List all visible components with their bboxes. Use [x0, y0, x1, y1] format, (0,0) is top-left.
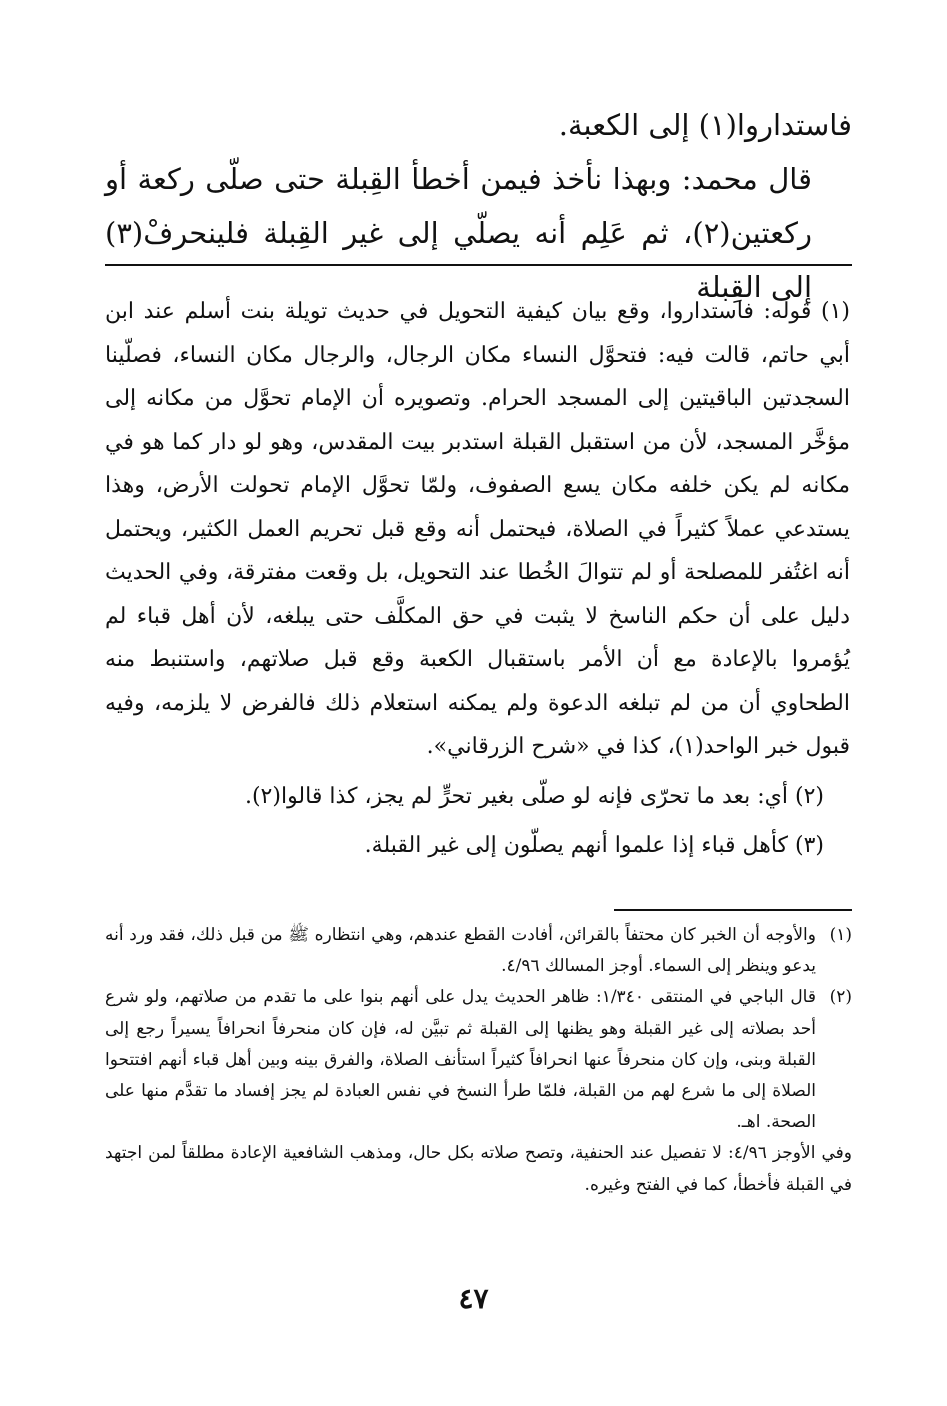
footnote-1-text: والأوجه أن الخبر كان محتفاً بالقرائن، أفادت القطع عندهم، وهي انتظاره ﷺ من قبل ذلك، فقد ورد أنه يدعو وينظر إلى السماء. أوجز المسالك ٤/٩٦. [105, 925, 816, 977]
commentary-notes [105, 290, 850, 874]
footnote-1-number: (١) [829, 925, 852, 945]
footnote-2-text: قال الباجي في المنتقى ١/٣٤٠: ظاهر الحديث يدل على أنهم بنوا على ما تقدم من صلاتهم، ولو شرع أحد بصلاته إلى غير القبلة وهو يظنها إلى القبلة ثم تبيَّن له، فإن كان منحرفاً انحرافاً يسيراً رجع إلى القبلة وبنى، وإن كان منحرفاً عنها انحرافاً كثيراً استأنف الصلاة، والفرق بينه وبين أهل قباء أنهم افتتحوا الصلاة إلى ما شرع لهم من القبلة، فلمّا طرأ النسخ في نفس العبادة لم يجز إفساد ما تقدَّم منها على الصحة. اهـ. [105, 987, 816, 1133]
footnote-2-continuation: وفي الأوجز ٤/٩٦: لا تفصيل عند الحنفية، وتصح صلاته بكل حال، ومذهب الشافعية الإعادة مطلقاً لمن اجتهد في القبلة فأخطأ، كما في الفتح وغيره. [105, 1143, 852, 1195]
footnote-2 [105, 982, 852, 1138]
main-line-1: فاستداروا(١) إلى الكعبة. [558, 108, 852, 142]
footnote-2-number: (٢) [829, 987, 852, 1008]
footnote-divider [614, 909, 852, 911]
commentary-note-3: (٣) كأهل قباء إذا علموا أنهم يصلّون إلى غير القبلة. [364, 833, 824, 858]
page-number: ٤٧ [458, 1282, 489, 1315]
commentary-note-1: (١) قوله: فاستداروا، وقع بيان كيفية التحويل في حديث تويلة بنت أسلم عند ابن أبي حاتم، قالت فيه: فتحوَّل النساء مكان الرجال، والرجال مكان النساء، فصلّينا السجدتين الباقيتين إلى المسجد الحرام. وتصويره أن الإمام تحوَّل من مكانه إلى مؤخَّر المسجد، لأن من استقبل القبلة استدبر بيت المقدس، وهو لو دار كما هو في مكانه لم يكن خلفه مكان يسع الصفوف، ولمّا تحوَّل الإمام تحولت الأرض، وهذا يستدعي عملاً كثيراً في الصلاة، فيحتمل أنه وقع قبل تحريم العمل الكثير، ويحتمل أنه اغتُفر للمصلحة أو لم تتوالَ الخُطا عند التحويل، بل وقعت مفترقة، وفي الحديث دليل على أن حكم الناسخ لا يثبت في حق المكلَّف حتى يبلغه، لأن أهل قباء لم يُؤمروا بالإعادة مع أن الأمر باستقبال الكعبة وقع قبل صلاتهم، واستنبط منه الطحاوي أن من لم تبلغه الدعوة ولم يمكنه استعلام ذلك فالفرض لا يلزمه، وفيه قبول خبر الواحد(١)، كذا في «شرح الزرقاني». [105, 299, 850, 759]
main-text [105, 98, 852, 314]
commentary-note-2: (٢) أي: بعد ما تحرّى فإنه لو صلّى بغير تحرٍّ لم يجز، كذا قالوا(٢). [244, 783, 824, 809]
section-divider [105, 264, 852, 266]
footnote-1 [105, 920, 852, 982]
main-paragraph-2: قال محمد: وبهذا نأخذ فيمن أخطأ القِبلة حتى صلّى ركعة أو ركعتين(٢)، ثم عَلِم أنه يصلّي إلى غير القِبلة فلينحرفْ(٣) إلى القِبلة [105, 162, 812, 304]
footnotes [105, 920, 852, 1201]
